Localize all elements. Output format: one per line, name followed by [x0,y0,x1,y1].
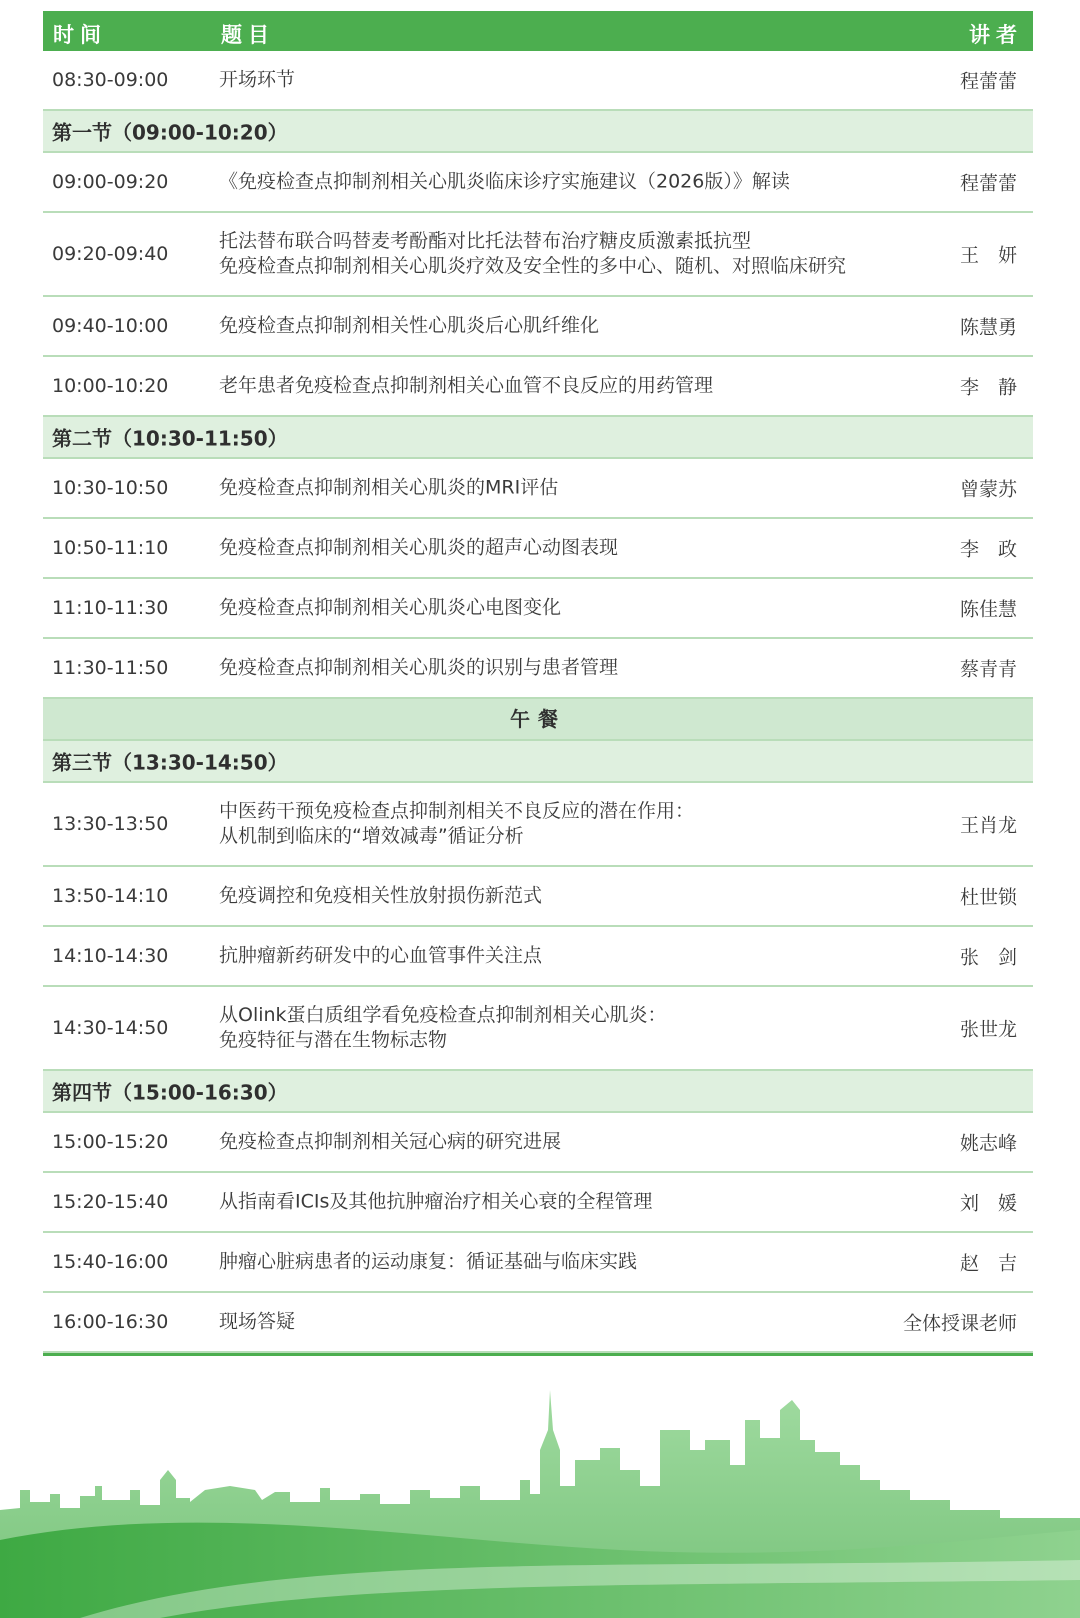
agenda-row [43,639,1033,699]
session-topic [219,1250,637,1275]
session-time: 10:30-10:50 [52,477,169,499]
section-heading [43,111,1033,153]
topic-line: 老年患者免疫检查点抑制剂相关心血管不良反应的用药管理 [219,374,714,397]
session-topic [219,170,790,195]
session-time: 15:00-15:20 [52,1131,169,1153]
session-time: 15:40-16:00 [52,1251,169,1273]
session-topic [219,944,542,969]
section-label: 第二节（10:30-11:50） [52,426,288,451]
header-time: 时间 [53,23,107,47]
agenda-row [43,357,1033,417]
section-heading [43,417,1033,459]
agenda-table [43,11,1033,1356]
session-speaker: 王 妍 [959,244,1017,267]
session-time: 14:10-14:30 [52,945,169,967]
agenda-row [43,459,1033,519]
header-speaker: 讲者 [969,23,1023,47]
session-topic [219,1310,295,1335]
session-topic [219,884,542,909]
agenda-row [43,519,1033,579]
topic-line: 免疫检查点抑制剂相关冠心病的研究进展 [219,1130,562,1153]
topic-line: 免疫调控和免疫相关性放射损伤新范式 [219,884,543,907]
topic-line: 从指南看ICIs及其他抗肿瘤治疗相关心衰的全程管理 [219,1190,653,1213]
session-time: 16:00-16:30 [52,1311,169,1333]
session-topic [219,374,713,399]
table-bottom-line [43,1353,1033,1356]
session-speaker: 李 政 [959,538,1017,561]
agenda-row [43,1293,1033,1353]
session-topic [219,1130,561,1155]
session-topic [219,314,599,339]
agenda-row [43,153,1033,213]
section-label: 第四节（15:00-16:30） [52,1080,288,1105]
session-time: 13:50-14:10 [52,885,169,907]
session-speaker: 姚志峰 [959,1132,1017,1155]
session-time: 09:20-09:40 [52,243,169,265]
session-topic [219,1003,667,1053]
session-speaker: 全体授课老师 [902,1312,1017,1335]
topic-line: 免疫检查点抑制剂相关心肌炎的识别与患者管理 [219,656,619,679]
session-topic [219,799,694,849]
topic-line: 从Olink蛋白质组学看免疫检查点抑制剂相关心肌炎： [219,1004,667,1026]
session-speaker: 赵 吉 [959,1252,1017,1275]
session-topic [219,229,846,279]
section-label: 第一节（09:00-10:20） [52,120,288,145]
topic-line: 免疫检查点抑制剂相关性心肌炎后心肌纤维化 [219,314,600,337]
session-topic [219,68,295,93]
topic-line: 《免疫检查点抑制剂相关心肌炎临床诊疗实施建议（2026版）》解读 [219,170,790,193]
agenda-row [43,1233,1033,1293]
agenda-header [43,11,1033,51]
session-time: 09:00-09:20 [52,171,169,193]
session-speaker: 陈慧勇 [959,316,1017,339]
session-time: 10:50-11:10 [52,537,169,559]
topic-line: 中医药干预免疫检查点抑制剂相关不良反应的潜在作用： [219,800,695,822]
session-topic [219,1190,652,1215]
topic-line: 抗肿瘤新药研发中的心血管事件关注点 [219,944,543,967]
session-time: 14:30-14:50 [52,1017,169,1039]
section-label: 第三节（13:30-14:50） [52,750,288,775]
agenda-row [43,927,1033,987]
topic-line: 从机制到临床的“增效减毒”循证分析 [219,825,524,847]
agenda-row [43,51,1033,111]
section-heading [43,741,1033,783]
session-speaker: 杜世锁 [959,886,1017,909]
session-topic [219,596,561,621]
topic-line: 免疫特征与潜在生物标志物 [219,1029,448,1051]
topic-line: 免疫检查点抑制剂相关心肌炎的超声心动图表现 [219,536,619,559]
city-skyline-illustration [0,1390,1080,1618]
session-speaker: 王肖龙 [959,814,1017,837]
session-speaker: 蔡青青 [959,658,1017,681]
session-time: 11:10-11:30 [52,597,169,619]
session-time: 11:30-11:50 [52,657,169,679]
agenda-row [43,579,1033,639]
session-speaker: 张世龙 [959,1018,1017,1041]
header-topic: 题目 [221,23,275,47]
topic-line: 肿瘤心脏病患者的运动康复：循证基础与临床实践 [219,1250,638,1273]
topic-line: 托法替布联合吗替麦考酚酯对比托法替布治疗糖皮质激素抵抗型 [219,230,752,252]
topic-line: 开场环节 [219,68,296,91]
section-heading [43,1071,1033,1113]
agenda-row [43,1113,1033,1173]
topic-line: 免疫检查点抑制剂相关心肌炎的MRI评估 [219,476,559,499]
session-topic [219,656,618,681]
session-speaker: 程蕾蕾 [959,172,1017,195]
agenda-row [43,1173,1033,1233]
session-time: 09:40-10:00 [52,315,169,337]
topic-line: 免疫检查点抑制剂相关心肌炎心电图变化 [219,596,562,619]
session-speaker: 陈佳慧 [959,598,1017,621]
topic-line: 免疫检查点抑制剂相关心肌炎疗效及安全性的多中心、随机、对照临床研究 [219,255,847,277]
agenda-row [43,297,1033,357]
session-time: 15:20-15:40 [52,1191,169,1213]
session-topic [219,476,558,501]
agenda-row [43,213,1033,297]
session-topic [219,536,618,561]
topic-line: 现场答疑 [219,1310,296,1333]
session-speaker: 张 剑 [959,946,1017,969]
session-time: 10:00-10:20 [52,375,169,397]
session-speaker: 刘 媛 [959,1192,1017,1215]
session-speaker: 曾蒙苏 [959,478,1017,501]
session-speaker: 李 静 [959,376,1017,399]
session-time: 08:30-09:00 [52,69,169,91]
agenda-rows [43,51,1033,1353]
lunch-break: 午餐 [43,699,1033,741]
agenda-row [43,783,1033,867]
agenda-row [43,987,1033,1071]
session-speaker: 程蕾蕾 [959,70,1017,93]
agenda-row [43,867,1033,927]
session-time: 13:30-13:50 [52,813,169,835]
